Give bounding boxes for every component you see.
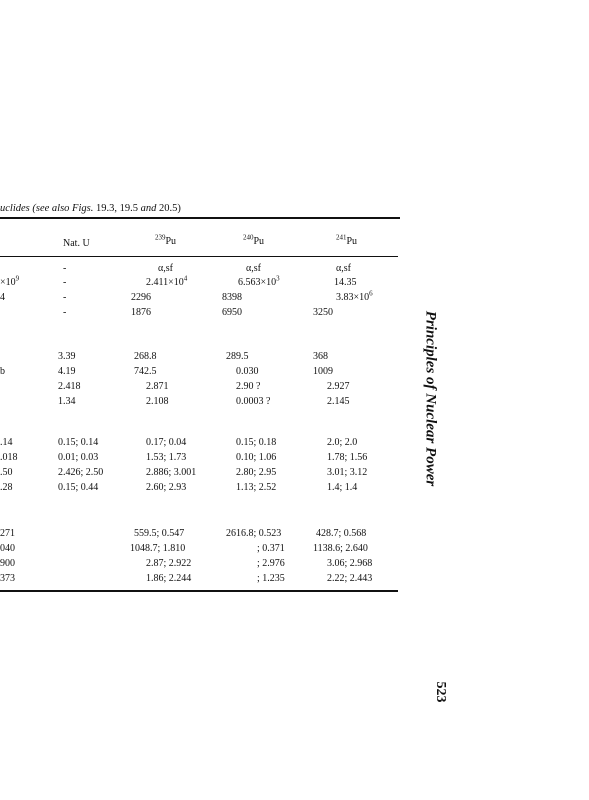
- left-fragment: .50: [0, 467, 13, 478]
- cell-pu240: 2616.8; 0.523: [226, 528, 282, 539]
- cell-pu240: 8398: [222, 292, 242, 303]
- left-fragment: $\times 10^9$: [0, 274, 20, 288]
- page-number: 523: [433, 681, 448, 703]
- header-pu239: $^{239}$Pu: [155, 233, 177, 247]
- cell-pu240: 0.15; 0.18: [236, 437, 277, 448]
- cell-pu240: ; 0.371: [257, 543, 285, 554]
- cell-pu241: 2.22; 2.443: [327, 573, 373, 584]
- cell-nat-u: 2.426; 2.50: [58, 467, 104, 478]
- left-fragment: b: [0, 366, 5, 377]
- cell-pu241: 3.06; 2.968: [327, 558, 373, 569]
- cell-nat-u: -: [63, 263, 67, 274]
- cell-pu241: 1.4; 1.4: [327, 482, 358, 493]
- cell-pu241: 368: [313, 351, 328, 362]
- cell-pu239: 2.886; 3.001: [146, 467, 197, 478]
- cell-nat-u: 1.34: [58, 396, 76, 407]
- table-caption: uclides (see also Figs. 19.3, 19.5 and 20.5): [0, 203, 181, 214]
- left-fragment: .14: [0, 437, 13, 448]
- cell-pu239: α,sf: [158, 263, 173, 274]
- cell-pu239: 2.108: [146, 396, 169, 407]
- cell-pu239: 559.5; 0.547: [134, 528, 185, 539]
- cell-pu241: 1.78; 1.56: [327, 452, 368, 463]
- cell-pu240: 0.10; 1.06: [236, 452, 277, 463]
- cell-pu239: 1048.7; 1.810: [130, 543, 186, 554]
- cell-pu240: 0.030: [236, 366, 259, 377]
- header-pu241: $^{241}$Pu: [336, 233, 358, 247]
- header-nat-u: Nat. U: [63, 238, 90, 249]
- cell-pu241: 2.0; 2.0: [327, 437, 358, 448]
- left-fragment: 373: [0, 573, 15, 584]
- cell-pu240: ; 2.976: [257, 558, 285, 569]
- cell-pu240: 6950: [222, 307, 242, 318]
- cell-nat-u: 3.39: [58, 351, 76, 362]
- cell-pu241: 14.35: [334, 277, 357, 288]
- cell-pu239: 2.87; 2.922: [146, 558, 192, 569]
- cell-nat-u: -: [63, 277, 67, 288]
- cell-nat-u: 4.19: [58, 366, 76, 377]
- cell-pu239: $2.411\times 10^4$: [146, 274, 188, 288]
- cell-pu240: ; 1.235: [257, 573, 285, 584]
- cell-pu240: 2.80; 2.95: [236, 467, 277, 478]
- cell-pu239: 2296: [131, 292, 151, 303]
- running-head: Principles of Nuclear Power: [422, 310, 439, 487]
- cell-pu241: $3.83\times 10^6$: [336, 289, 373, 303]
- left-fragment: 040: [0, 543, 15, 554]
- left-fragment: 900: [0, 558, 15, 569]
- cell-pu239: 2.871: [146, 381, 169, 392]
- left-fragment: .018: [0, 452, 18, 463]
- cell-pu239: 1.53; 1.73: [146, 452, 187, 463]
- cell-nat-u: 2.418: [58, 381, 81, 392]
- cell-pu241: 3250: [313, 307, 333, 318]
- left-fragment: .28: [0, 482, 13, 493]
- cell-pu239: 1876: [131, 307, 151, 318]
- cell-nat-u: 0.15; 0.14: [58, 437, 99, 448]
- cell-pu241: 1138.6; 2.640: [313, 543, 368, 554]
- cell-pu241: 2.927: [327, 381, 350, 392]
- table-header-rule: [0, 256, 398, 257]
- cell-pu241: 3.01; 3.12: [327, 467, 368, 478]
- cell-pu239: 742.5: [134, 366, 157, 377]
- cell-pu239: 0.17; 0.04: [146, 437, 187, 448]
- cell-pu239: 2.60; 2.93: [146, 482, 187, 493]
- cell-nat-u: -: [63, 292, 67, 303]
- cell-pu240: 1.13; 2.52: [236, 482, 277, 493]
- cell-nat-u: -: [63, 307, 67, 318]
- table-bottom-rule: [0, 590, 398, 592]
- cell-pu240: α,sf: [246, 263, 261, 274]
- cell-pu241: 1009: [313, 366, 333, 377]
- left-fragment: 271: [0, 528, 15, 539]
- cell-pu241: 428.7; 0.568: [316, 528, 367, 539]
- cell-pu240: 0.0003 ?: [236, 396, 271, 407]
- cell-pu240: 289.5: [226, 351, 249, 362]
- cell-pu241: α,sf: [336, 263, 351, 274]
- left-fragment: 4: [0, 292, 5, 303]
- cell-pu239: 268.8: [134, 351, 157, 362]
- cell-nat-u: 0.15; 0.44: [58, 482, 99, 493]
- table-top-rule: [0, 217, 400, 219]
- cell-pu240: 2.90 ?: [236, 381, 261, 392]
- header-pu240: $^{240}$Pu: [243, 233, 265, 247]
- cell-pu241: 2.145: [327, 396, 350, 407]
- cell-nat-u: 0.01; 0.03: [58, 452, 99, 463]
- cell-pu240: $6.563\times 10^3$: [238, 274, 280, 288]
- cell-pu239: 1.86; 2.244: [146, 573, 192, 584]
